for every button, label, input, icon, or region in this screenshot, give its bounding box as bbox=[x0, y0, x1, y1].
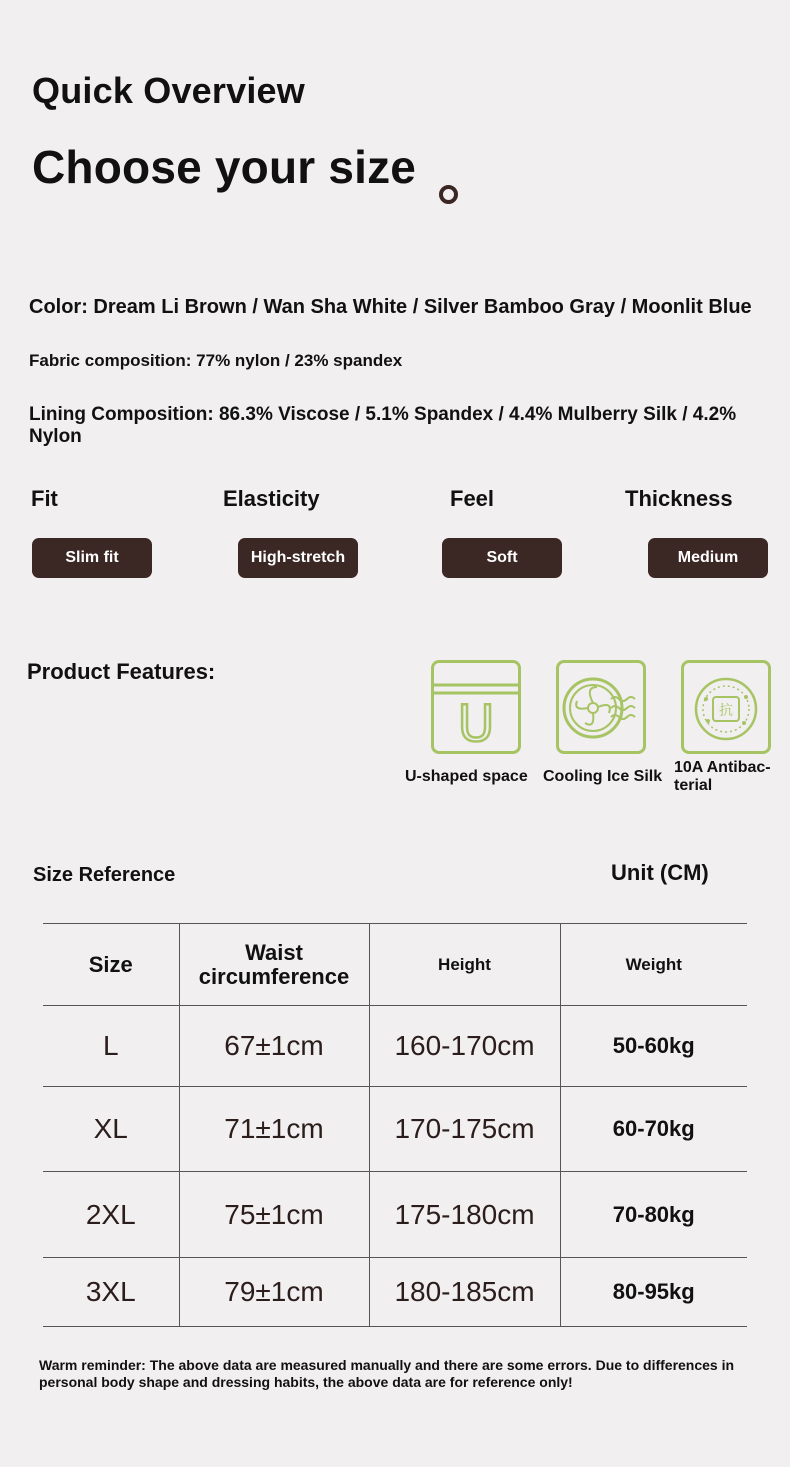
cell-waist: 67±1cm bbox=[179, 1006, 369, 1087]
page-title: Choose your size bbox=[32, 141, 417, 193]
thickness-title: Thickness bbox=[625, 486, 733, 511]
ring-decoration-icon bbox=[439, 185, 458, 204]
lining-spec: Lining Composition: 86.3% Viscose / 5.1% Spandex / 4.4% Mulberry Silk / 4.2% Nylon bbox=[29, 404, 737, 447]
cell-height: 170-175cm bbox=[369, 1087, 560, 1172]
feel-badge: Soft bbox=[442, 538, 562, 578]
cell-height: 160-170cm bbox=[369, 1006, 560, 1087]
header-size: Size bbox=[43, 924, 179, 1006]
cell-weight: 60-70kg bbox=[560, 1087, 747, 1172]
feature-label-u-shape: U-shaped space bbox=[405, 768, 528, 785]
cell-weight: 50-60kg bbox=[560, 1006, 747, 1087]
cell-size: L bbox=[43, 1006, 179, 1087]
unit-label: Unit (CM) bbox=[611, 860, 709, 885]
section-heading: Quick Overview bbox=[32, 70, 305, 111]
feature-label-cooling: Cooling Ice Silk bbox=[543, 768, 663, 785]
cell-weight: 80-95kg bbox=[560, 1258, 747, 1327]
antibacterial-icon bbox=[681, 660, 771, 754]
u-shape-icon bbox=[431, 660, 521, 754]
cell-weight: 70-80kg bbox=[560, 1172, 747, 1258]
table-row bbox=[43, 1172, 747, 1258]
color-spec: Color: Dream Li Brown / Wan Sha White / Silver Bamboo Gray / Moonlit Blue bbox=[29, 296, 752, 318]
header-weight: Weight bbox=[560, 924, 747, 1006]
fit-title: Fit bbox=[31, 486, 58, 511]
cell-waist: 71±1cm bbox=[179, 1087, 369, 1172]
table-row bbox=[43, 1087, 747, 1172]
cell-size: XL bbox=[43, 1087, 179, 1172]
elasticity-title: Elasticity bbox=[223, 486, 320, 511]
table-row bbox=[43, 1006, 747, 1087]
cooling-fan-icon bbox=[556, 660, 646, 754]
size-reference-title: Size Reference bbox=[33, 864, 176, 886]
table-row bbox=[43, 1258, 747, 1327]
features-title: Product Features: bbox=[27, 659, 216, 684]
u-glyph: U bbox=[457, 695, 495, 751]
elasticity-badge: High-stretch bbox=[238, 538, 358, 578]
thickness-badge: Medium bbox=[648, 538, 768, 578]
header-height: Height bbox=[369, 924, 560, 1006]
cell-waist: 75±1cm bbox=[179, 1172, 369, 1258]
cell-size: 3XL bbox=[43, 1258, 179, 1327]
feature-label-antibacterial: 10A Antibac-terial bbox=[674, 759, 771, 794]
cell-waist: 79±1cm bbox=[179, 1258, 369, 1327]
fabric-spec: Fabric composition: 77% nylon / 23% spandex bbox=[29, 351, 403, 370]
feel-title: Feel bbox=[450, 486, 495, 511]
anti-glyph: 抗 bbox=[719, 703, 733, 719]
header-waist: Waist circumference bbox=[179, 924, 369, 1006]
fit-badge: Slim fit bbox=[32, 538, 152, 578]
table-header-row bbox=[43, 924, 747, 1006]
cell-size: 2XL bbox=[43, 1172, 179, 1258]
cell-height: 175-180cm bbox=[369, 1172, 560, 1258]
cell-height: 180-185cm bbox=[369, 1258, 560, 1327]
size-table bbox=[43, 923, 747, 1327]
warm-reminder: Warm reminder: The above data are measured manually and there are some errors. Due to differences in personal body shape and dressing habits, the above data are for reference only! bbox=[39, 1357, 735, 1390]
